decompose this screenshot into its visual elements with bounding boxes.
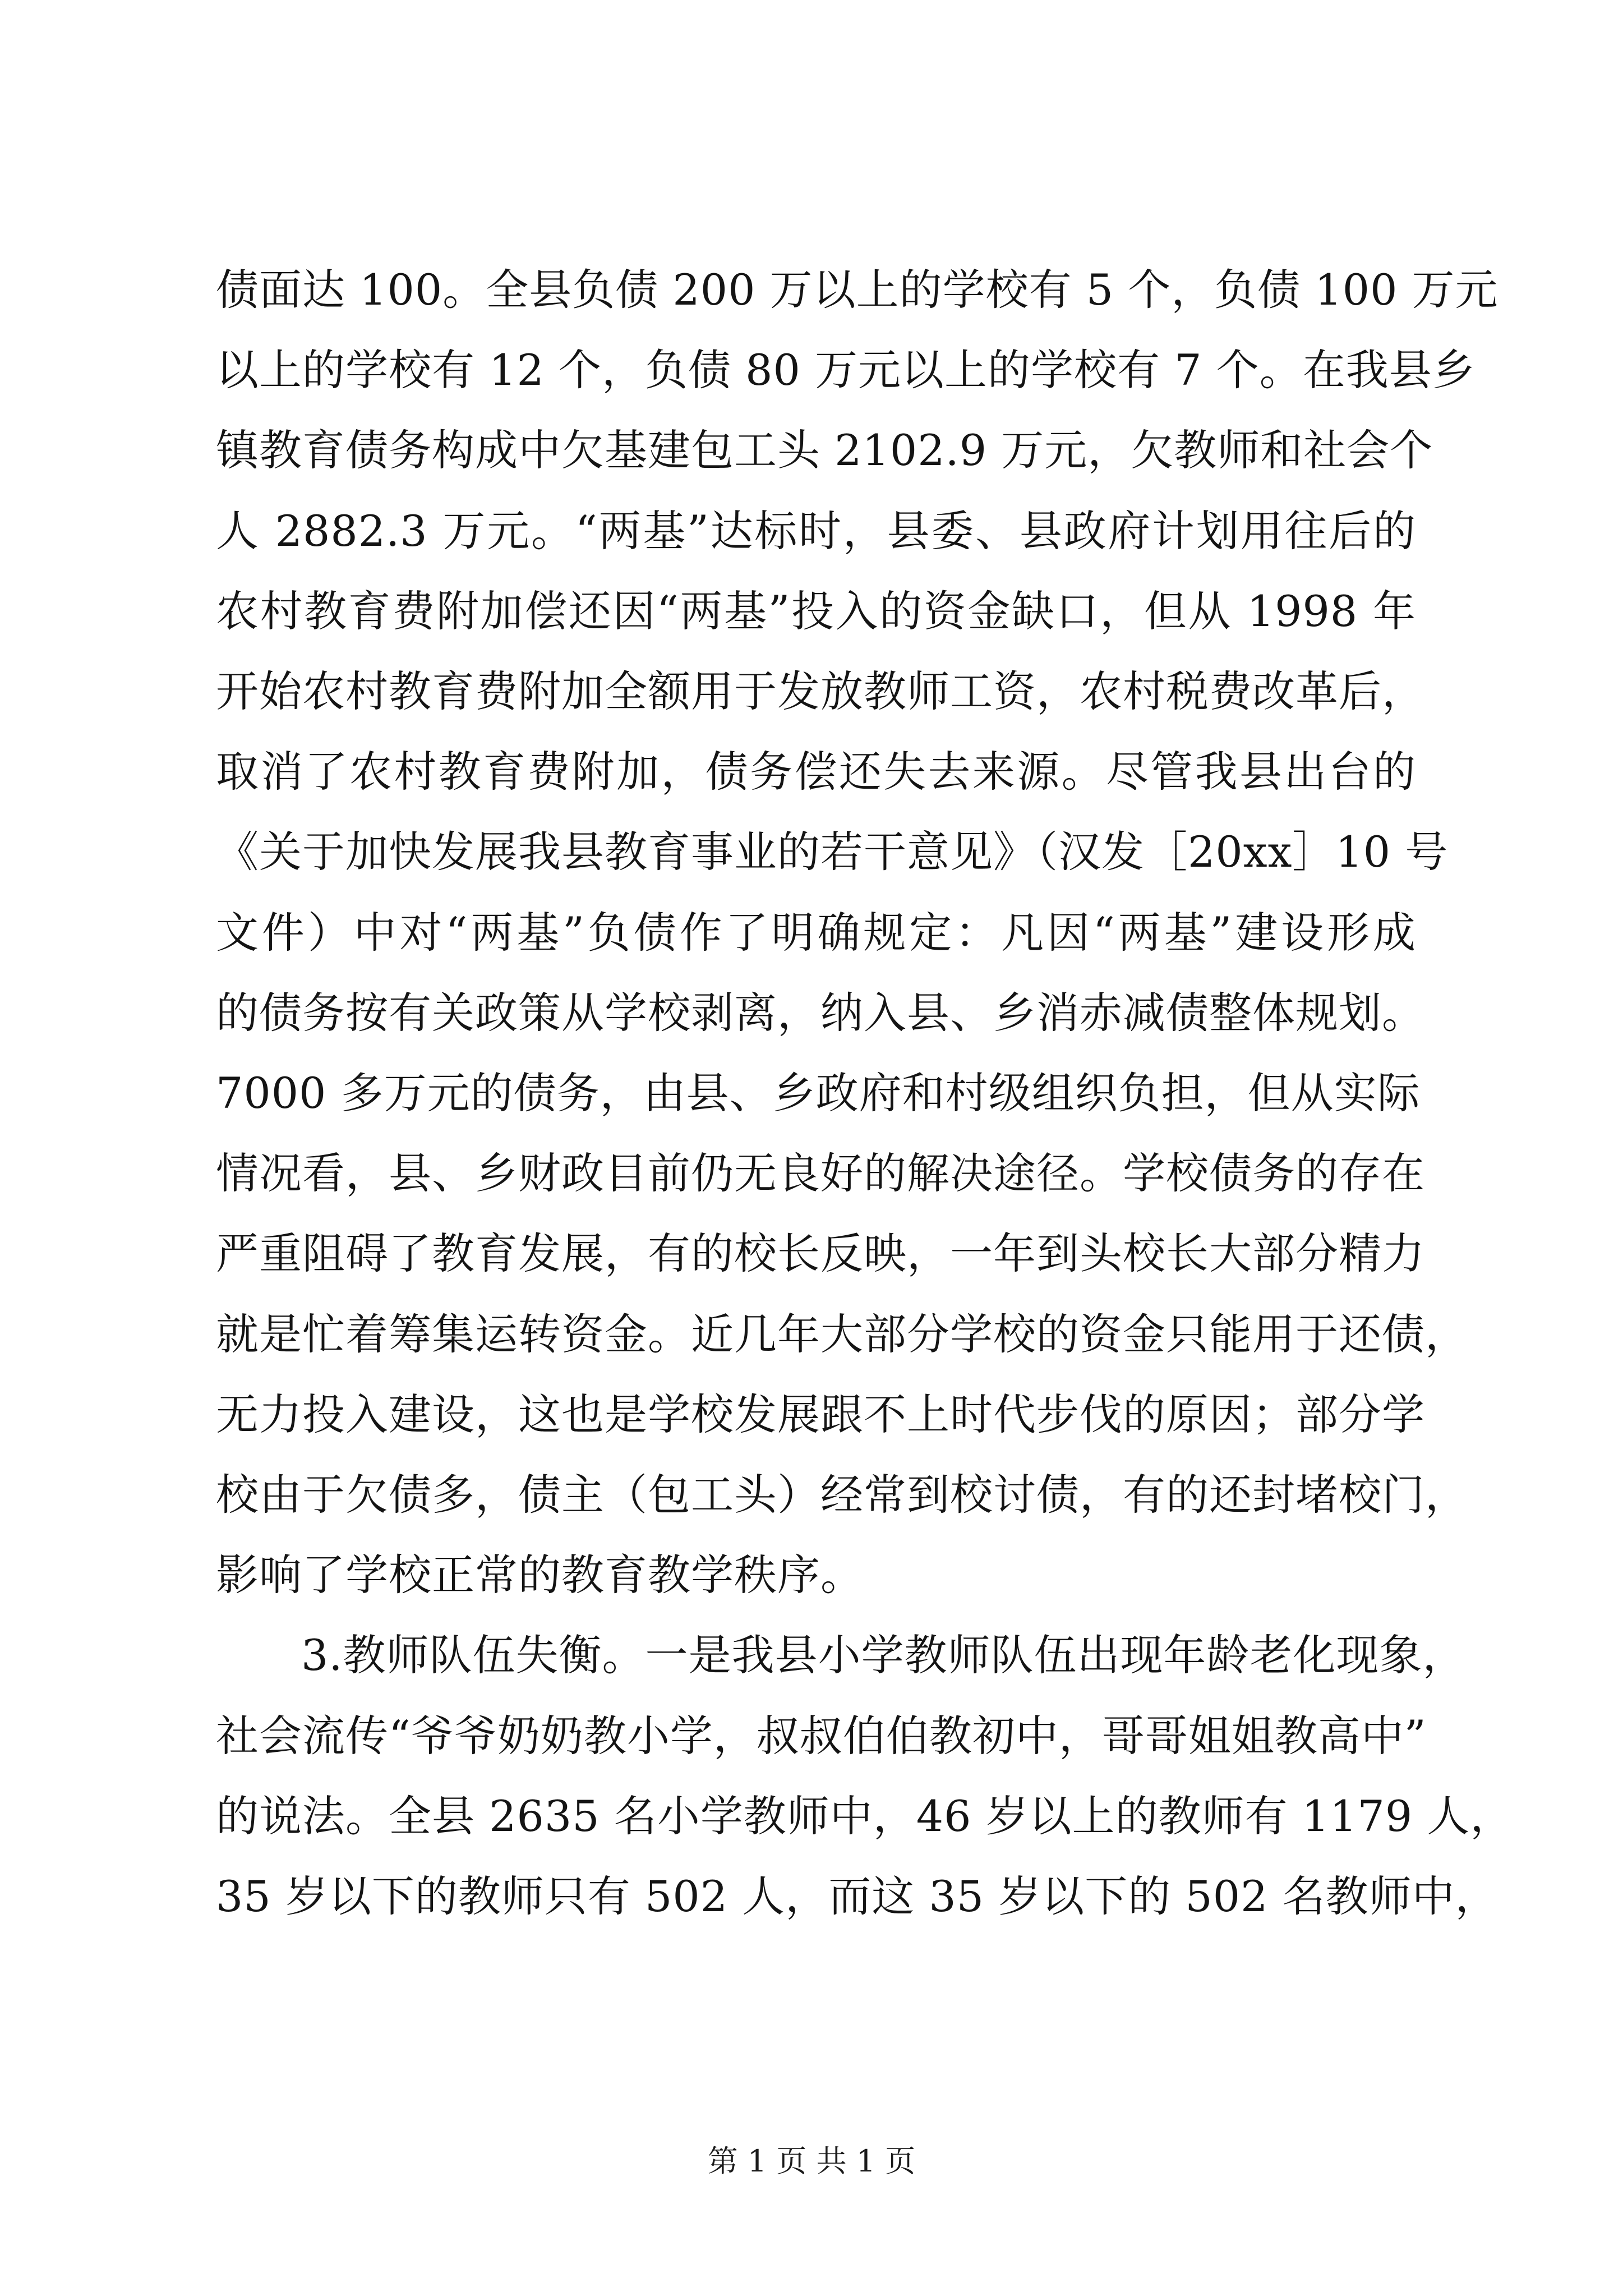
text-line: 社会流传“爷爷奶奶教小学，叔叔伯伯教初中，哥哥姐姐教高中”	[216, 1710, 1427, 1761]
text-line: 严重阻碍了教育发展，有的校长反映，一年到头校长大部分精力	[216, 1228, 1425, 1279]
paragraph-teachers	[216, 1615, 1514, 1936]
text-line: 情况看，县、乡财政目前仍无良好的解决途径。学校债务的存在	[216, 1148, 1425, 1199]
page-number: 第 1 页 共 1 页	[707, 2143, 916, 2179]
text-line: 的债务按有关政策从学校剥离，纳入县、乡消赤减债整体规划。	[216, 987, 1425, 1038]
text-line: 的说法。全县 2635 名小学教师中，46 岁以上的教师有 1179 人，	[216, 1791, 1514, 1841]
text-line: 人 2882.3 万元。“两基”达标时，县委、县政府计划用往后的	[216, 505, 1416, 556]
text-line: 7000 多万元的债务，由县、乡政府和村级组织负担，但从实际	[216, 1068, 1421, 1119]
text-line: 取消了农村教育费附加，债务偿还失去来源。尽管我县出台的	[216, 747, 1416, 797]
text-line: 开始农村教育费附加全额用于发放教师工资，农村税费改革后，	[216, 666, 1425, 717]
page-footer	[0, 2142, 1623, 2181]
text-line: 无力投入建设，这也是学校发展跟不上时代步伐的原因；部分学	[216, 1389, 1425, 1439]
text-line: 3.教师队伍失衡。一是我县小学教师队伍出现年龄老化现象，	[301, 1630, 1466, 1681]
text-line: 镇教育债务构成中欠基建包工头 2102.9 万元，欠教师和社会个	[216, 425, 1433, 476]
text-line: 债面达 100。全县负债 200 万以上的学校有 5 个，负债 100 万元	[216, 265, 1498, 315]
text-line: 就是忙着筹集运转资金。近几年大部分学校的资金只能用于还债，	[216, 1309, 1468, 1359]
text-line: 校由于欠债多，债主（包工头）经常到校讨债，有的还封堵校门，	[216, 1470, 1468, 1520]
text-line: 35 岁以下的教师只有 502 人，而这 35 岁以下的 502 名教师中，	[216, 1871, 1498, 1922]
text-line: 影响了学校正常的教育教学秩序。	[216, 1550, 864, 1600]
paragraph-debt	[216, 250, 1498, 1615]
body-text	[216, 250, 1514, 1936]
text-line: 以上的学校有 12 个，负债 80 万元以上的学校有 7 个。在我县乡	[216, 345, 1476, 395]
text-line: 文件）中对“两基”负债作了明确规定：凡因“两基”建设形成	[216, 907, 1416, 958]
text-line: 《关于加快发展我县教育事业的若干意见》（汉发［20xx］10 号	[216, 827, 1449, 877]
text-line: 农村教育费附加偿还因“两基”投入的资金缺口，但从 1998 年	[216, 586, 1416, 636]
